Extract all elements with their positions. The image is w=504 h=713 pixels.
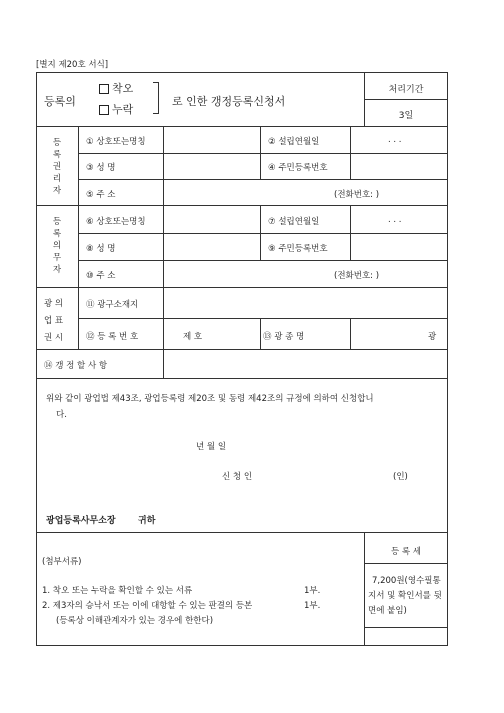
frame-bottom <box>36 645 448 646</box>
declaration-text-2: 다. <box>56 410 67 420</box>
left-label-divider <box>78 126 79 349</box>
holder-group-label: 등록권리자 <box>52 138 62 196</box>
bracket-top <box>153 82 159 83</box>
mining-regno-value: 제 호 <box>183 332 203 342</box>
option-mistake-label: 착오 <box>112 82 134 95</box>
bracket-bottom <box>153 113 159 114</box>
holder-col3 <box>350 126 351 179</box>
holder-col1 <box>163 126 164 205</box>
checkbox-omission[interactable] <box>99 105 109 115</box>
frame-top <box>36 72 448 73</box>
mining-location-label: ⑪ 광구소재지 <box>86 300 139 310</box>
mining-group-label-2: 업 표 <box>44 316 64 326</box>
frame-left <box>36 72 37 646</box>
attachment-item-1: 1. 착오 또는 누락을 확인할 수 있는 서류 <box>42 586 193 596</box>
seal-mark: (인) <box>393 472 408 482</box>
mining-type-label: ⑬ 광 종 명 <box>263 332 305 342</box>
mining-bottom-line <box>36 349 448 350</box>
fee-label-line <box>364 563 448 564</box>
mining-col2 <box>260 318 261 349</box>
mining-regno-label: ⑫ 등 록 번 호 <box>86 332 139 342</box>
option-mistake[interactable] <box>99 80 133 96</box>
form-number: [별지 제20호 서식] <box>36 60 109 70</box>
obligor-group-label: 등록의무자 <box>52 217 62 275</box>
bracket <box>158 82 159 114</box>
mining-area-unit: 광 <box>428 332 437 342</box>
holder-person-label: ③ 성 명 <box>86 163 116 173</box>
holder-addr-label: ⑤ 주 소 <box>86 190 116 200</box>
attachment-item-2-note: (등록상 이해관계자가 있는 경우에 한한다) <box>56 616 214 626</box>
fee-line1: 7,200원(영수필통 <box>372 576 441 586</box>
declaration-date: 년 월 일 <box>196 442 227 452</box>
obligor-col3 <box>350 205 351 260</box>
holder-phone-label: (전화번호: ) <box>334 190 380 200</box>
holder-name-label: ① 상호또는명칭 <box>86 137 146 147</box>
attachment-item-2-count: 1부. <box>304 601 321 611</box>
header-bottom-line <box>36 126 448 127</box>
obligor-phone-label: (전화번호: ) <box>334 271 380 281</box>
holder-bottom-line <box>36 205 448 206</box>
holder-row2-line <box>78 179 448 180</box>
attachment-item-2: 2. 제3자의 승낙서 또는 이에 대항할 수 있는 판결의 등본 <box>42 601 253 611</box>
option-omission[interactable] <box>99 101 133 117</box>
header-period-divider <box>364 99 448 100</box>
fee-bottom-line <box>364 627 448 628</box>
holder-date-label: ② 설립연월일 <box>268 137 320 147</box>
obligor-row2-line <box>78 260 448 261</box>
obligor-addr-label: ⑩ 주 소 <box>86 271 116 281</box>
period-label: 처리기간 <box>388 85 424 95</box>
addressee: 광업등록사무소장 <box>46 516 116 526</box>
mining-group-label-1: 광 의 <box>44 299 64 309</box>
correction-label: ⑭ 갱 정 할 사 항 <box>44 361 108 371</box>
obligor-date-value: . . . <box>388 215 402 225</box>
option-omission-label: 누락 <box>112 103 134 116</box>
correction-bottom-line <box>36 378 448 379</box>
obligor-date-label: ⑦ 설립연월일 <box>268 217 320 227</box>
fee-line2: 지서 및 확인서를 뒷 <box>368 591 442 601</box>
correction-divider <box>163 349 164 378</box>
applicant-label: 신 청 인 <box>222 472 253 482</box>
obligor-col1 <box>163 205 164 287</box>
mining-col3 <box>350 318 351 349</box>
obligor-row1-line <box>78 233 448 234</box>
attachment-item-1-count: 1부. <box>304 586 321 596</box>
header-prefix: 등록의 <box>44 95 76 108</box>
checkbox-mistake[interactable] <box>99 84 109 94</box>
honorific: 귀하 <box>138 516 156 526</box>
obligor-bottom-line <box>36 287 448 288</box>
obligor-name-label: ⑥ 상호또는명칭 <box>86 217 146 227</box>
declaration-bottom-line <box>36 532 448 533</box>
attachments-title: (첨부서류) <box>42 557 82 567</box>
holder-id-label: ④ 주민등록번호 <box>268 163 328 173</box>
holder-row1-line <box>78 153 448 154</box>
holder-col2 <box>260 126 261 179</box>
mining-col1 <box>163 287 164 349</box>
header-suffix: 로 인한 갱정등록신청서 <box>172 95 286 108</box>
fee-line3: 면에 붙임) <box>368 606 407 616</box>
fee-label: 등 록 세 <box>390 547 422 557</box>
holder-date-value: . . . <box>388 135 402 145</box>
mining-group-label-3: 권 시 <box>44 333 64 343</box>
period-value: 3일 <box>398 111 414 121</box>
obligor-person-label: ⑧ 성 명 <box>86 244 116 254</box>
mining-row1-line <box>78 318 448 319</box>
frame-right <box>447 72 448 646</box>
declaration-text-1: 위와 같이 광업법 제43조, 광업등록령 제20조 및 동령 제42조의 규정에 의하여 신청합니 <box>46 394 374 404</box>
obligor-col2 <box>260 205 261 260</box>
obligor-id-label: ⑨ 주민등록번호 <box>268 244 328 254</box>
